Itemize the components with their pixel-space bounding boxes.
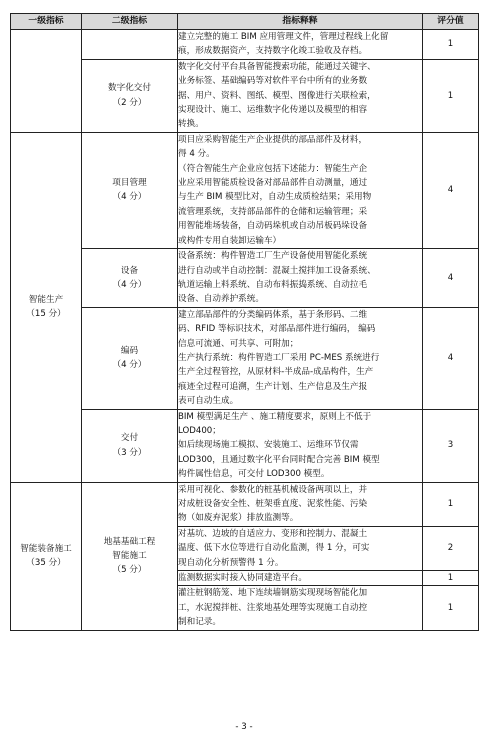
header-level2: 二级指标 — [82, 14, 178, 30]
table-row — [11, 59, 479, 132]
level2-cell: 项目管理 （4 分） — [82, 132, 178, 248]
description-cell: 监测数据实时接入协同建造平台。 — [178, 571, 423, 586]
description-cell: 建立完整的施工 BIM 应用管理文件，管理过程线上化留 痕，形成数据资产，支持数字化竣工验收及存档。 — [178, 30, 423, 60]
level2-cell: 设备 （4 分） — [82, 249, 178, 308]
score-cell: 4 — [423, 249, 479, 308]
table-row — [11, 249, 479, 308]
table-row — [11, 30, 479, 60]
level2-cell: 交付 （3 分） — [82, 409, 178, 482]
level2-cell: 编码 （4 分） — [82, 307, 178, 409]
score-cell: 1 — [423, 571, 479, 586]
score-cell: 1 — [423, 59, 479, 132]
table-row — [11, 307, 479, 409]
header-level1: 一级指标 — [11, 14, 82, 30]
description-cell: 对基坑、边坡的自适应力、变形和控制力、混凝土 温度、低下水位等进行自动化监测，得 1 分，可实 现自动化分析预警得 1 分。 — [178, 526, 423, 570]
header-description: 指标释释 — [178, 14, 423, 30]
table-row — [11, 409, 479, 482]
score-cell: 3 — [423, 409, 479, 482]
level2-cell-empty — [82, 30, 178, 60]
score-cell: 2 — [423, 526, 479, 570]
evaluation-criteria-table — [10, 13, 479, 631]
table-header-row — [11, 14, 479, 30]
description-cell: 建立部品部件的分类编码体系，基于条形码、二维 码、RFID 等标识技术，对部品部件进行编码， 编码 信息可流通、可共享、可附加； 生产执行系统：构件智造工厂采用 PC-MES 系统进行 生产全过程管控，从原材料-半成品-成品构件，生产 痕迹全过程可追溯，生产计划、生产信息及生产报 表可自动生成。 — [178, 307, 423, 409]
description-cell: 采用可视化、参数化的桩基机械设备两项以上，并 对成桩设备安全性、桩架垂直度、泥浆性能、污染 物（如废弃泥浆）排放监测等。 — [178, 482, 423, 526]
level1-cell: 智能生产 （15 分） — [11, 132, 82, 482]
header-score: 评分值 — [423, 14, 479, 30]
level2-cell: 数字化交付 （2 分） — [82, 59, 178, 132]
score-cell: 1 — [423, 30, 479, 60]
page-number: - 3 - — [235, 722, 253, 732]
level1-cell: 智能装备施工 （35 分） — [11, 482, 82, 630]
table-row — [11, 482, 479, 526]
score-cell: 1 — [423, 586, 479, 630]
table-row — [11, 132, 479, 248]
description-cell: BIM 模型满足生产 、施工精度要求，原则上不低于 LOD400； 如后续现场施工模拟、安装施工、运维环节仅需 LOD300，且通过数字化平台同时配合完善 BIM 模型 构件属性信息，可交付 LOD300 模型。 — [178, 409, 423, 482]
description-cell: 灌注桩钢筋笼、地下连续墙钢筋实现现场智能化加 工，水泥搅拌桩、注浆地基处理等实现施工自动控 制和记录。 — [178, 586, 423, 630]
description-cell: 数字化交付平台具备智能搜索功能，能通过关键字、 业务标签、基础编码等对软件平台中所有的业务数 据、用户、资料、图纸、模型、图像进行关联检索， 实现设计、施工、运维数字化传递以及模型的相容 转换。 — [178, 59, 423, 132]
level2-cell: 地基基础工程 智能施工 （5 分） — [82, 482, 178, 630]
description-cell: 设备系统：构件智造工厂生产设备使用智能化系统 进行自动或半自动控制：混凝土搅拌加工设备系统、 轨道运输上料系统、自动布料振捣系统、自动拉毛 设备、自动养护系统。 — [178, 249, 423, 308]
description-cell: 项目应采购智能生产企业提供的部品部件及材料， 得 4 分。 （符合智能生产企业应包括下述能力：智能生产企 业应采用智能质检设备对部品部件自动测量，通过 与生产 BIM 模型比对，自动生成质检结果；采用物 流管理系统，支持部品部件的仓储和运输管理；采 用智能堆场装备，自动码垛机或自动吊板码垛设备 或构件专用自装卸运输车） — [178, 132, 423, 248]
score-cell: 4 — [423, 307, 479, 409]
score-cell: 4 — [423, 132, 479, 248]
level1-cell-empty — [11, 30, 82, 133]
score-cell: 1 — [423, 482, 479, 526]
